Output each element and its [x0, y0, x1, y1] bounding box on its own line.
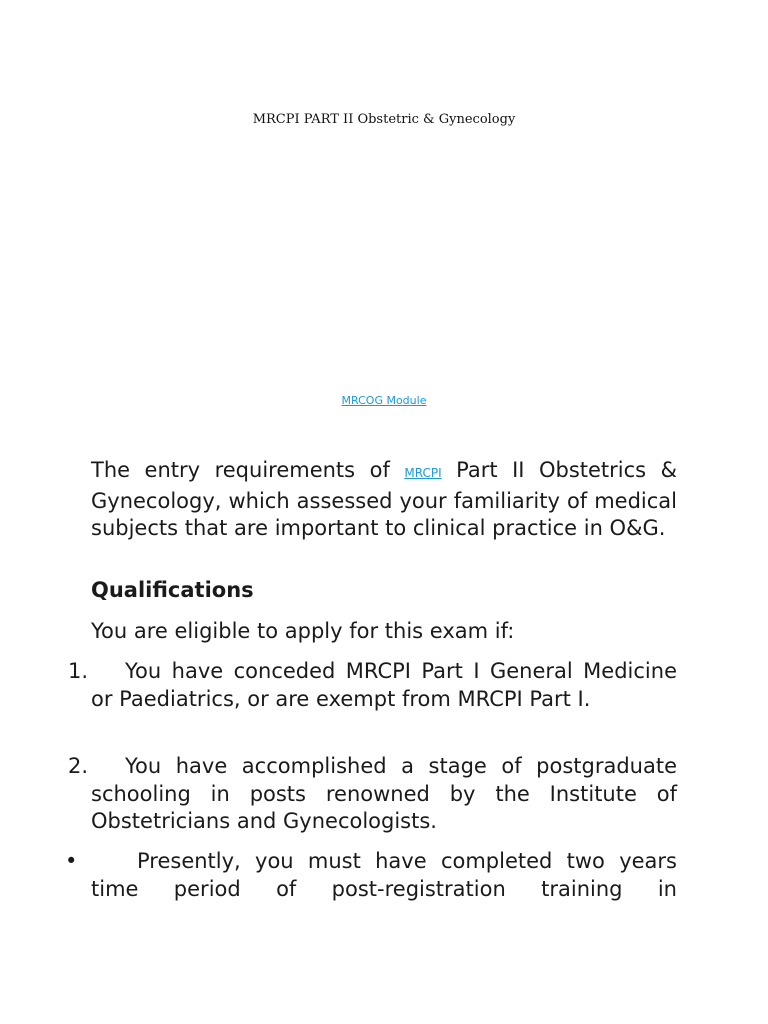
list-item [68, 658, 677, 713]
intro-text-before-link: The entry requirements of [91, 458, 405, 482]
intro-paragraph [91, 457, 677, 543]
mrcpi-inline-link[interactable]: MRCPI [404, 466, 442, 480]
qualifications-heading: Qualifications [91, 578, 254, 602]
list-item-text: You have accomplished a stage of postgraduate schooling in posts renowned by the Institute of Obstetricians and Gynecologists. [91, 754, 677, 833]
module-link-container [0, 394, 768, 407]
bullet-item-text: Presently, you must have completed two years time period of post-registration training in [91, 849, 677, 901]
list-item [68, 753, 677, 836]
eligibility-text: You are eligible to apply for this exam if: [91, 619, 515, 643]
intro-text-after-link: Part II Obstetrics & Gynecology, which assessed your familiarity of medical subjects that are important to clinical practice in O&G. [91, 458, 677, 540]
bullet-icon: • [65, 849, 78, 873]
list-item-text: You have conceded MRCPI Part I General Medicine or Paediatrics, or are exempt from MRCPI Part I. [91, 659, 677, 711]
list-number: 2. [68, 754, 89, 778]
list-number: 1. [68, 659, 89, 683]
document-title: MRCPI PART II Obstetric & Gynecology [252, 112, 516, 127]
bullet-item [65, 848, 677, 903]
mrcog-module-link[interactable]: MRCOG Module [341, 394, 427, 407]
